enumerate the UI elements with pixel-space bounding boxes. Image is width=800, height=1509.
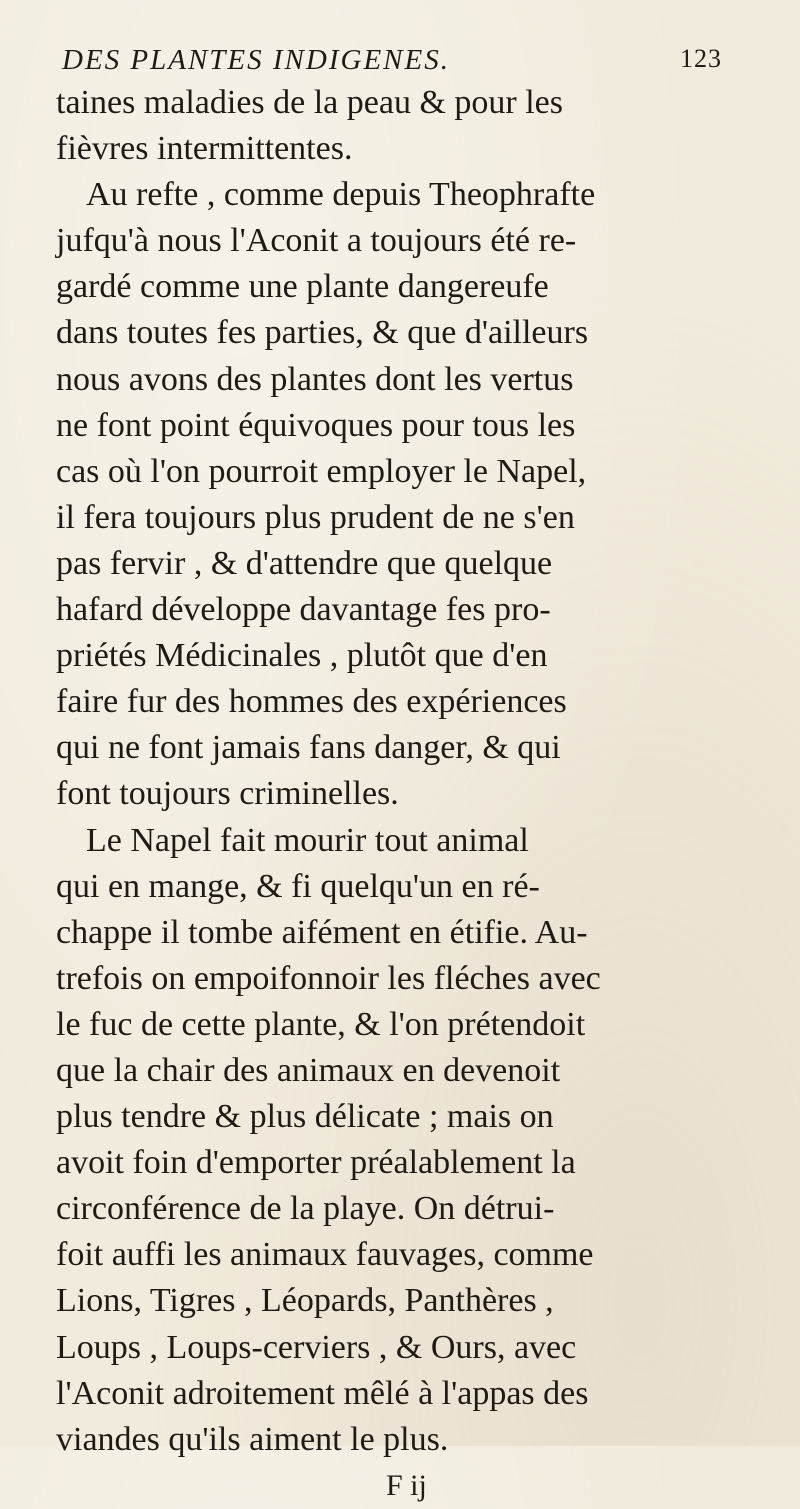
text-line: font toujours criminelles. (56, 775, 399, 813)
text-line: pas fervir , & d'attendre que quelque (56, 544, 553, 582)
text-line: cas où l'on pourroit employer le Napel, (56, 452, 587, 490)
text-line: fièvres intermittentes. (56, 130, 353, 168)
text-line: il fera toujours plus prudent de ne s'en (56, 498, 575, 536)
running-title: DES PLANTES INDIGENES. (62, 44, 450, 76)
text-line: trefois on empoifonnoir les fléches avec (56, 959, 601, 997)
text-line: qui ne font jamais fans danger, & qui (56, 729, 561, 767)
text-line: que la chair des animaux en devenoit (56, 1051, 561, 1089)
text-line: hafard développe davantage fes pro- (56, 591, 551, 629)
running-head (62, 40, 722, 84)
text-line: avoit foin d'emporter préalablement la (56, 1144, 576, 1182)
text-line: plus tendre & plus délicate ; mais on (56, 1098, 554, 1136)
paragraph-start-line: Le Napel fait mourir tout animal (86, 821, 529, 859)
text-line: taines maladies de la peau & pour les (56, 84, 563, 121)
text-line: priétés Médicinales , plutôt que d'en (56, 637, 548, 675)
text-line: foit auffi les animaux fauvages, comme (56, 1236, 594, 1274)
text-line: qui en mange, & fi quelqu'un en ré- (56, 867, 540, 905)
text-line: ne font point équivoques pour tous les (56, 406, 576, 444)
text-line: chappe il tombe aifément en étifie. Au- (56, 913, 588, 951)
paragraph-start-line: Au refte , comme depuis Theophrafte (86, 176, 596, 214)
text-line: Loups , Loups-cerviers , & Ours, avec (56, 1328, 577, 1366)
text-line: dans toutes fes parties, & que d'ailleurs (56, 314, 589, 352)
text-line: gardé comme une plante dangereufe (56, 268, 549, 306)
text-line: faire fur des hommes des expériences (56, 683, 567, 721)
body-text (56, 80, 792, 1509)
text-line: l'Aconit adroitement mêlé à l'appas des (56, 1374, 589, 1412)
page-number: 123 (680, 44, 722, 73)
text-line: Lions, Tigres , Léopards, Panthères , (56, 1282, 554, 1320)
text-line: viandes qu'ils aiment le plus. (56, 1420, 449, 1458)
signature-mark: F ij (386, 1468, 427, 1502)
text-line: jufqu'à nous l'Aconit a toujours été re- (56, 222, 577, 260)
text-line: circonférence de la playe. On détrui- (56, 1190, 555, 1228)
text-line: le fuc de cette plante, & l'on prétendoit (56, 1005, 586, 1043)
text-line: nous avons des plantes dont les vertus (56, 360, 574, 398)
